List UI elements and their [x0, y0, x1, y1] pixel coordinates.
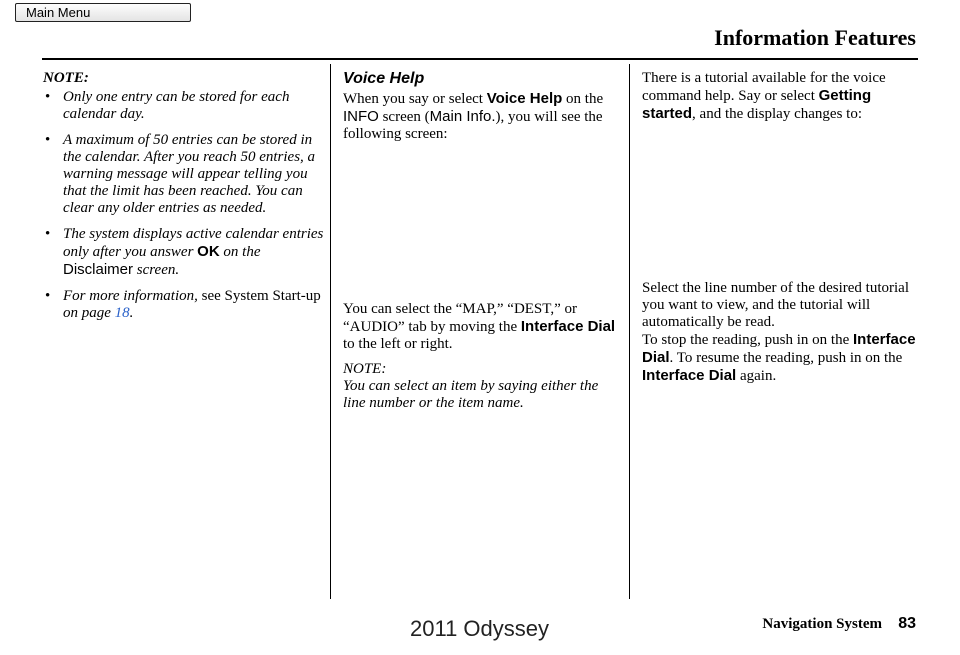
note-item: • The system displays active calendar entries only after you answer OK on the Disclaimer screen.	[43, 226, 325, 279]
voice-help-column	[343, 70, 623, 412]
column-divider-left	[330, 64, 331, 599]
notes-column	[43, 70, 325, 331]
page-link[interactable]: 18	[114, 305, 130, 321]
interface-dial-keyword: Interface Dial	[642, 331, 916, 366]
interface-dial-keyword: Interface Dial	[642, 367, 737, 384]
disclaimer-keyword: Disclaimer	[63, 261, 134, 278]
header-divider	[42, 58, 918, 60]
voice-help-keyword: Voice Help	[486, 90, 563, 107]
interface-dial-keyword: Interface Dial	[520, 318, 616, 335]
system-startup-reference: see System Start-up	[201, 288, 321, 304]
voice-help-paragraph: When you say or select Voice Help on the INFO screen (Main Info.), you will see the following screen:	[343, 90, 604, 142]
main-info-keyword: Main Info.	[429, 108, 496, 125]
note-item: • A maximum of 50 entries can be stored in the calendar. After you reach 50 entries, a warning message will appear telling you that the limit has been reached. You can clear any older entries as needed.	[43, 132, 325, 217]
main-menu-button[interactable]: Main Menu	[15, 3, 191, 22]
footer-label: Navigation System	[762, 616, 882, 632]
column-divider-right	[629, 64, 630, 599]
tab-select-paragraph: You can select the “MAP,” “DEST,” or “AUDIO” tab by moving the Interface Dial to the left or right.	[343, 301, 616, 352]
section-heading: Voice Help	[343, 70, 425, 87]
note-label: NOTE:	[43, 70, 89, 86]
note-text: You can select an item by saying either the line number or the item name.	[343, 378, 599, 411]
screen-image-placeholder	[642, 123, 922, 280]
notes-list	[43, 89, 325, 322]
page-title: Information Features	[714, 25, 916, 50]
ok-keyword: OK	[197, 243, 220, 260]
note-item: • Only one entry can be stored for each calendar day.	[43, 89, 325, 123]
tutorial-paragraph: There is a tutorial available for the voice command help. Say or select Getting started, and the display changes to:	[642, 70, 886, 122]
page-number: 83	[898, 615, 916, 632]
tutorial-column	[642, 70, 922, 385]
info-keyword: INFO	[343, 108, 379, 125]
note-label: NOTE:	[343, 361, 387, 377]
screen-image-placeholder	[343, 143, 623, 301]
tutorial-instructions: Select the line number of the desired tutorial you want to view, and the tutorial will automatically be read. To stop the reading, push in on the Interface Dial. To resume the reading, push in on the Interface Dial again.	[642, 280, 916, 384]
getting-started-keyword: Getting started	[642, 87, 872, 122]
watermark: 2011 Odyssey	[410, 616, 550, 641]
note-item: • For more information, see System Start-up on page 18.	[43, 288, 325, 322]
